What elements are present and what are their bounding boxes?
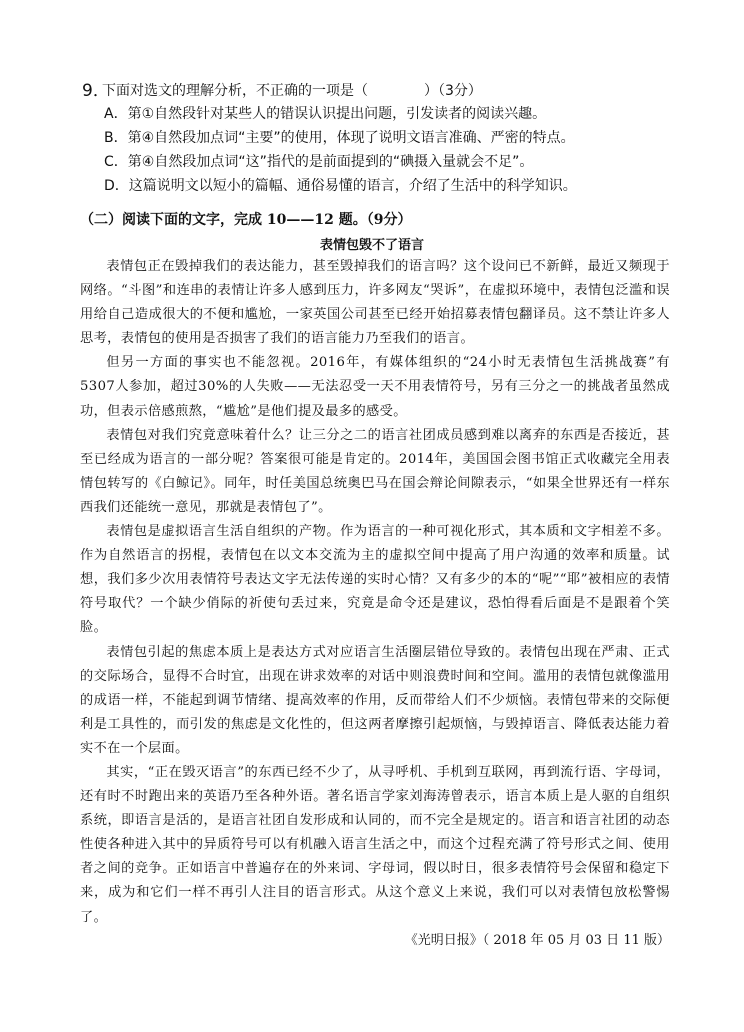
paragraph: 但另一方面的事实也不能忽视。2016年，有媒体组织的“24小时无表情包生活挑战赛”有5307人参加，超过30%的人失败——无法忍受一天不用表情符号，另有三分之一的挑战者虽然成功，但表示倍感煎熬，“尴尬”是他们提及最多的感受。 — [80, 355, 670, 419]
paragraph: 其实，“正在毁灭语言”的东西已经不少了，从寻呼机、手机到互联网，再到流行语、字母词，还有时不时跑出来的英语乃至各种外语。著名语言学家刘海涛曾表示，语言本质上是人驱的自组织系统，即语言是活的，是语言社团自发形成和认同的，而不完全是规定的。语言和语言社团的动态性使各种进入其中的异质符号可以有机融入语言生活之中，而这个过程充满了符号形式之间、使用者之间的竞争。正如语言中普遍存在的外来词、字母词，假以时日，很多表情符号会保留和稳定下来，成为和它们一样不再引人注目的语言形式。从这个意义上来说，我们可以对表情包放松警惕了。 — [80, 764, 670, 925]
paragraph: 表情包是虚拟语言生活自组织的产物。作为语言的一种可视化形式，其本质和文字相差不多。作为自然语言的拐棍，表情包在以文本交流为主的虚拟空间中提高了用户沟通的效率和质量。试想，我们多少次用表情符号表达文字无法传递的实时心情？又有多少的本的“呢”“耶”被相应的表情符号取代？一个缺少俏际的祈使句丢过来，究竟是命令还是建议，恐怕得看后面是不是跟着个笑脸。 — [80, 524, 670, 636]
section-heading: （二）阅读下面的文字，完成 10——12 题。（9分） — [80, 212, 412, 228]
option-d: D．这篇说明文以短小的篇幅、通俗易懂的语言，介绍了生活中的科学知识。 — [104, 178, 577, 194]
article-title: 表情包毁不了语言 — [319, 238, 424, 253]
article-source: 《光明日报》（ 2018 年 05 月 03 日 11 版） — [404, 933, 670, 948]
paragraph: 表情包引起的焦虑本质上是表达方式对应语言生活圈层错位导致的。表情包出现在严肃、正式的交际场合，显得不合时宜，出现在讲求效率的对话中则浪费时间和空间。滥用的表情包就像滥用的成语一样，不能起到调节情绪、提高效率的作用，反而带给人们不少烦恼。表情包带来的交际便利是工具性的，而引发的焦虑是文化性的，但这两者摩擦引起烦恼，与毁掉语言、降低表达能力着实不在一个层面。 — [80, 644, 670, 756]
question-stem: 下面对选文的理解分析，不正确的一项是（ ）（3分） — [102, 83, 482, 99]
article-body — [80, 255, 670, 930]
question-number: 9． — [82, 81, 110, 101]
option-a: A．第①自然段针对某些人的错误认识提出问题，引发读者的阅读兴趣。 — [104, 106, 547, 122]
option-b: B．第④自然段加点词“主要”的使用，体现了说明文语言准确、严密的特点。 — [104, 130, 575, 146]
question-9 — [82, 80, 682, 198]
question-9-stem-line — [82, 80, 682, 102]
paragraph: 表情包对我们究竟意味着什么？让三分之二的语言社团成员感到难以离弃的东西是否接近，甚至已经成为语言的一部分呢？答案很可能是肯定的。2014年，美国国会图书馆正式收藏完全用表情包转写的《白鲸记》。同年，时任美国总统奥巴马在国会辩论间隙表示，“如果全世界还有一样东西我们还能统一意见，那就是表情包了”。 — [80, 427, 670, 515]
paragraph: 表情包正在毁掉我们的表达能力，甚至毁掉我们的语言吗？这个设问已不新鲜，最近又频现于网络。“斗图”和连串的表情让许多人感到压力，许多网友“哭诉”，在虚拟环境中，表情包泛滥和误用给自己造成很大的不便和尴尬，一家英国公司甚至已经开始招募表情包翻译员。这不禁让许多人思考，表情包的使用是否损害了我们的语言能力乃至我们的语言。 — [80, 259, 670, 347]
option-c: C．第④自然段加点词“这”指代的是前面提到的“碘摄入量就会不足”。 — [104, 154, 534, 170]
